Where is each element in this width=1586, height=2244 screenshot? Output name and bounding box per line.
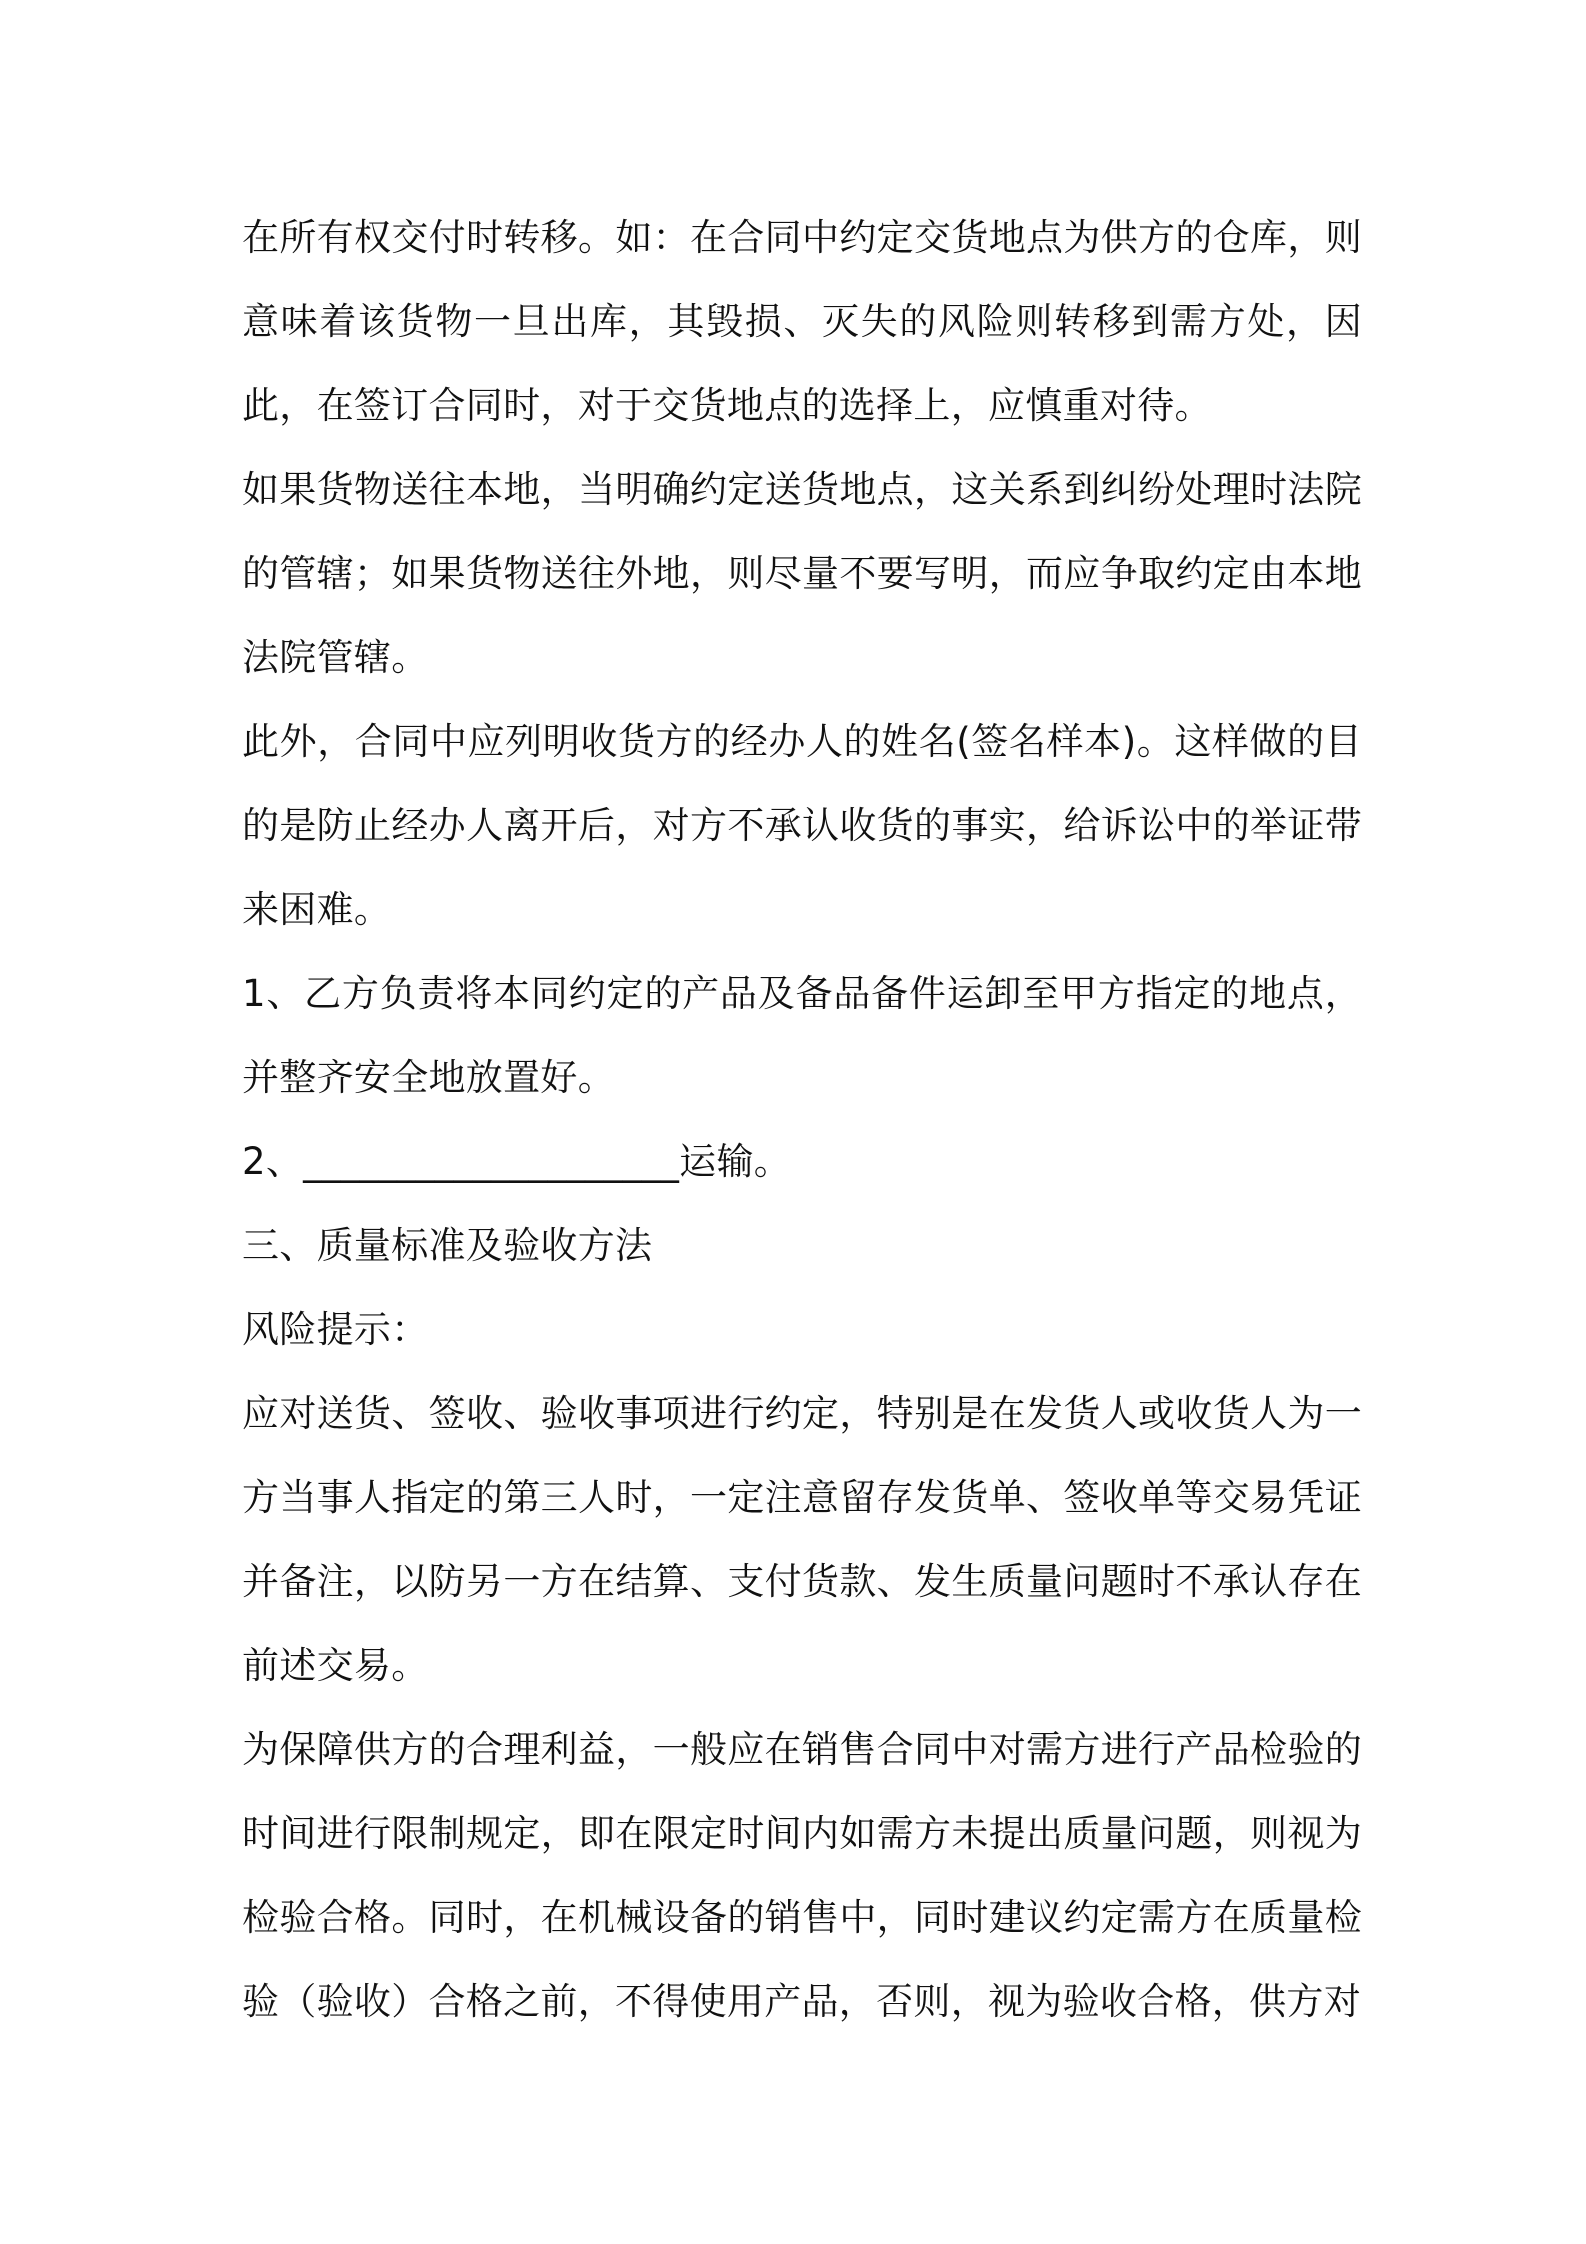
paragraph-delivery-location: 如果货物送往本地，当明确约定送货地点，这关系到纠纷处理时法院的管辖；如果货物送往外地，则尽量不要写明，而应争取约定由本地法院管辖。	[242, 468, 1362, 679]
section-heading-quality: 三、质量标准及验收方法	[242, 1224, 653, 1267]
paragraph-risk-transfer: 在所有权交付时转移。如：在合同中约定交货地点为供方的仓库，则意味着该货物一旦出库，其毁损、灭失的风险则转移到需方处，因此，在签订合同时，对于交货地点的选择上，应慎重对待。	[242, 216, 1362, 427]
paragraph-delivery-receipt: 应对送货、签收、验收事项进行约定，特别是在发货人或收货人为一方当事人指定的第三人时，一定注意留存发货单、签收单等交易凭证并备注，以防另一方在结算、支付货款、发生质量问题时不承认存在前述交易。	[242, 1392, 1362, 1687]
paragraph-inspection-period: 为保障供方的合理利益，一般应在销售合同中对需方进行产品检验的时间进行限制规定，即在限定时间内如需方未提出质量问题，则视为检验合格。同时，在机械设备的销售中，同时建议约定需方在质量检验（验收）合格之前，不得使用产品，否则，视为验收合格，供方对	[242, 1728, 1362, 2023]
risk-notice-label: 风险提示：	[242, 1308, 429, 1351]
paragraph-consignee-agent: 此外，合同中应列明收货方的经办人的姓名(签名样本)。这样做的目的是防止经办人离开后，对方不承认收货的事实，给诉讼中的举证带来困难。	[242, 720, 1362, 931]
clause-item-1: 1、乙方负责将本同约定的产品及备品备件运卸至甲方指定的地点，并整齐安全地放置好。	[242, 972, 1362, 1099]
document-body	[242, 196, 1362, 2044]
clause-item-2: 2、____________________运输。	[242, 1140, 792, 1183]
